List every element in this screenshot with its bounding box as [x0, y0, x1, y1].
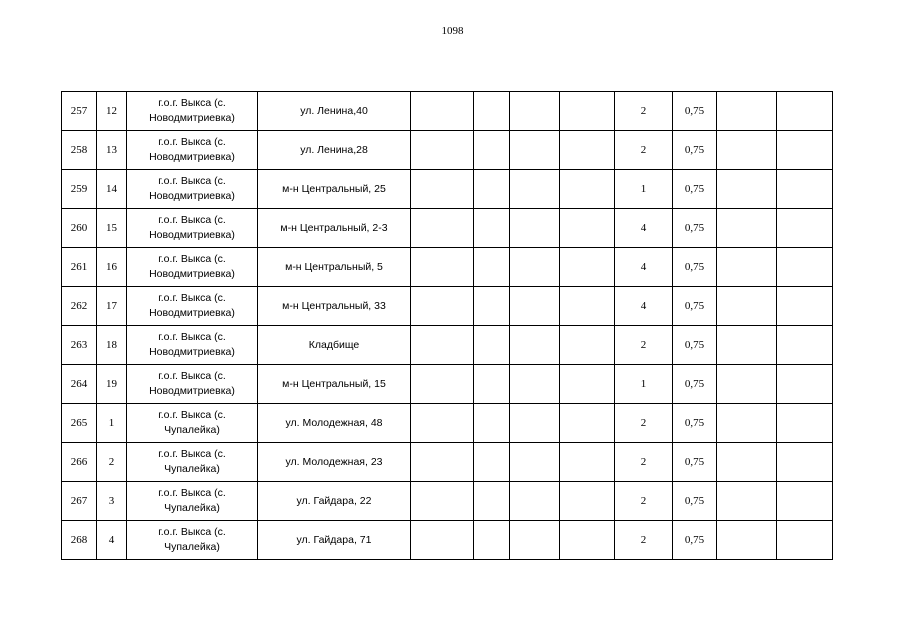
page-number: 1098 [441, 25, 464, 37]
settlement-line-2: Чупалейка) [164, 424, 220, 436]
settlement-line-1: г.о.г. Выкса (с. [158, 370, 226, 382]
sub-number-cell: 4 [97, 521, 127, 560]
container-count-cell: 2 [615, 326, 673, 365]
row-number-cell: 264 [62, 365, 97, 404]
container-volume-cell: 0,75 [673, 287, 717, 326]
empty-cell [717, 404, 777, 443]
empty-cell [474, 482, 510, 521]
empty-cell [411, 131, 474, 170]
settlement-line-1: г.о.г. Выкса (с. [158, 331, 226, 343]
address-cell: ул. Ленина,40 [258, 92, 411, 131]
empty-cell [777, 287, 833, 326]
address-cell: м-н Центральный, 15 [258, 365, 411, 404]
row-number-cell: 263 [62, 326, 97, 365]
settlement-line-2: Новодмитриевка) [149, 229, 235, 241]
row-number-cell: 260 [62, 209, 97, 248]
container-count-cell: 2 [615, 482, 673, 521]
empty-cell [560, 521, 615, 560]
empty-cell [411, 521, 474, 560]
empty-cell [777, 170, 833, 209]
table-row [62, 92, 833, 131]
row-number-cell: 261 [62, 248, 97, 287]
settlement-line-2: Новодмитриевка) [149, 151, 235, 163]
settlement-cell [127, 482, 258, 521]
row-number-cell: 268 [62, 521, 97, 560]
empty-cell [777, 404, 833, 443]
empty-cell [411, 443, 474, 482]
empty-cell [510, 131, 560, 170]
empty-cell [777, 209, 833, 248]
empty-cell [474, 131, 510, 170]
sub-number-cell: 1 [97, 404, 127, 443]
container-count-cell: 2 [615, 521, 673, 560]
container-volume-cell: 0,75 [673, 365, 717, 404]
address-cell: ул. Молодежная, 48 [258, 404, 411, 443]
table-row [62, 287, 833, 326]
empty-cell [717, 365, 777, 404]
empty-cell [777, 92, 833, 131]
sub-number-cell: 19 [97, 365, 127, 404]
empty-cell [510, 404, 560, 443]
address-cell: ул. Ленина,28 [258, 131, 411, 170]
empty-cell [411, 287, 474, 326]
table-row [62, 209, 833, 248]
container-volume-cell: 0,75 [673, 170, 717, 209]
settlement-line-1: г.о.г. Выкса (с. [158, 253, 226, 265]
sub-number-cell: 3 [97, 482, 127, 521]
empty-cell [411, 209, 474, 248]
container-count-cell: 4 [615, 209, 673, 248]
row-number-cell: 265 [62, 404, 97, 443]
row-number-cell: 258 [62, 131, 97, 170]
empty-cell [560, 92, 615, 131]
container-count-cell: 4 [615, 287, 673, 326]
empty-cell [717, 521, 777, 560]
settlement-line-2: Чупалейка) [164, 541, 220, 553]
container-count-cell: 2 [615, 131, 673, 170]
empty-cell [411, 248, 474, 287]
settlement-line-1: г.о.г. Выкса (с. [158, 136, 226, 148]
empty-cell [560, 365, 615, 404]
settlement-cell [127, 209, 258, 248]
empty-cell [777, 482, 833, 521]
empty-cell [560, 404, 615, 443]
table-row [62, 443, 833, 482]
container-volume-cell: 0,75 [673, 521, 717, 560]
settlement-line-2: Новодмитриевка) [149, 112, 235, 124]
empty-cell [510, 365, 560, 404]
settlement-cell [127, 443, 258, 482]
container-volume-cell: 0,75 [673, 209, 717, 248]
settlement-cell [127, 326, 258, 365]
empty-cell [560, 131, 615, 170]
address-cell: ул. Гайдара, 71 [258, 521, 411, 560]
empty-cell [510, 209, 560, 248]
empty-cell [777, 521, 833, 560]
table-row [62, 248, 833, 287]
empty-cell [717, 326, 777, 365]
empty-cell [510, 248, 560, 287]
settlement-cell [127, 404, 258, 443]
empty-cell [411, 92, 474, 131]
empty-cell [560, 443, 615, 482]
settlement-line-2: Новодмитриевка) [149, 307, 235, 319]
sub-number-cell: 16 [97, 248, 127, 287]
empty-cell [777, 248, 833, 287]
settlement-cell [127, 92, 258, 131]
settlement-cell [127, 365, 258, 404]
empty-cell [560, 209, 615, 248]
empty-cell [560, 287, 615, 326]
settlement-line-1: г.о.г. Выкса (с. [158, 292, 226, 304]
settlement-line-1: г.о.г. Выкса (с. [158, 97, 226, 109]
table-row [62, 365, 833, 404]
empty-cell [717, 248, 777, 287]
container-count-cell: 1 [615, 170, 673, 209]
empty-cell [474, 404, 510, 443]
empty-cell [474, 326, 510, 365]
empty-cell [717, 482, 777, 521]
empty-cell [510, 287, 560, 326]
settlement-line-1: г.о.г. Выкса (с. [158, 175, 226, 187]
empty-cell [411, 482, 474, 521]
empty-cell [777, 365, 833, 404]
empty-cell [510, 170, 560, 209]
empty-cell [560, 326, 615, 365]
empty-cell [717, 287, 777, 326]
empty-cell [474, 209, 510, 248]
empty-cell [510, 326, 560, 365]
sub-number-cell: 18 [97, 326, 127, 365]
container-volume-cell: 0,75 [673, 326, 717, 365]
settlement-line-2: Новодмитриевка) [149, 385, 235, 397]
container-volume-cell: 0,75 [673, 248, 717, 287]
empty-cell [474, 443, 510, 482]
settlement-line-1: г.о.г. Выкса (с. [158, 487, 226, 499]
empty-cell [777, 326, 833, 365]
empty-cell [510, 521, 560, 560]
empty-cell [474, 248, 510, 287]
container-count-cell: 2 [615, 404, 673, 443]
row-number-cell: 259 [62, 170, 97, 209]
empty-cell [510, 92, 560, 131]
settlement-line-2: Чупалейка) [164, 463, 220, 475]
empty-cell [411, 404, 474, 443]
address-cell: ул. Гайдара, 22 [258, 482, 411, 521]
row-number-cell: 257 [62, 92, 97, 131]
empty-cell [717, 443, 777, 482]
empty-cell [474, 365, 510, 404]
sub-number-cell: 13 [97, 131, 127, 170]
address-cell: м-н Центральный, 25 [258, 170, 411, 209]
sub-number-cell: 17 [97, 287, 127, 326]
row-number-cell: 267 [62, 482, 97, 521]
settlement-cell [127, 248, 258, 287]
settlement-line-1: г.о.г. Выкса (с. [158, 409, 226, 421]
settlement-cell [127, 131, 258, 170]
container-count-cell: 1 [615, 365, 673, 404]
address-cell: м-н Центральный, 2-3 [258, 209, 411, 248]
container-volume-cell: 0,75 [673, 92, 717, 131]
container-volume-cell: 0,75 [673, 404, 717, 443]
settlement-line-2: Новодмитриевка) [149, 190, 235, 202]
settlement-line-1: г.о.г. Выкса (с. [158, 214, 226, 226]
container-count-cell: 4 [615, 248, 673, 287]
settlement-cell [127, 521, 258, 560]
container-count-cell: 2 [615, 92, 673, 131]
empty-cell [717, 131, 777, 170]
settlement-line-2: Новодмитриевка) [149, 268, 235, 280]
address-cell: ул. Молодежная, 23 [258, 443, 411, 482]
sub-number-cell: 12 [97, 92, 127, 131]
table-row [62, 404, 833, 443]
empty-cell [411, 365, 474, 404]
empty-cell [560, 170, 615, 209]
empty-cell [411, 326, 474, 365]
empty-cell [510, 443, 560, 482]
container-sites-table [61, 91, 833, 560]
empty-cell [474, 92, 510, 131]
table-row [62, 521, 833, 560]
container-volume-cell: 0,75 [673, 131, 717, 170]
table-row [62, 131, 833, 170]
table-row [62, 326, 833, 365]
table-body [62, 92, 833, 560]
settlement-line-2: Новодмитриевка) [149, 346, 235, 358]
container-volume-cell: 0,75 [673, 443, 717, 482]
row-number-cell: 266 [62, 443, 97, 482]
address-cell: м-н Центральный, 5 [258, 248, 411, 287]
table-row [62, 170, 833, 209]
settlement-cell [127, 287, 258, 326]
empty-cell [777, 131, 833, 170]
empty-cell [717, 209, 777, 248]
settlement-line-2: Чупалейка) [164, 502, 220, 514]
sub-number-cell: 14 [97, 170, 127, 209]
empty-cell [474, 170, 510, 209]
settlement-line-1: г.о.г. Выкса (с. [158, 448, 226, 460]
empty-cell [717, 92, 777, 131]
settlement-line-1: г.о.г. Выкса (с. [158, 526, 226, 538]
empty-cell [474, 287, 510, 326]
container-count-cell: 2 [615, 443, 673, 482]
empty-cell [717, 170, 777, 209]
empty-cell [777, 443, 833, 482]
empty-cell [560, 482, 615, 521]
empty-cell [411, 170, 474, 209]
empty-cell [474, 521, 510, 560]
sub-number-cell: 15 [97, 209, 127, 248]
address-cell: м-н Центральный, 33 [258, 287, 411, 326]
empty-cell [510, 482, 560, 521]
settlement-cell [127, 170, 258, 209]
table-row [62, 482, 833, 521]
empty-cell [560, 248, 615, 287]
sub-number-cell: 2 [97, 443, 127, 482]
container-volume-cell: 0,75 [673, 482, 717, 521]
address-cell: Кладбище [258, 326, 411, 365]
row-number-cell: 262 [62, 287, 97, 326]
